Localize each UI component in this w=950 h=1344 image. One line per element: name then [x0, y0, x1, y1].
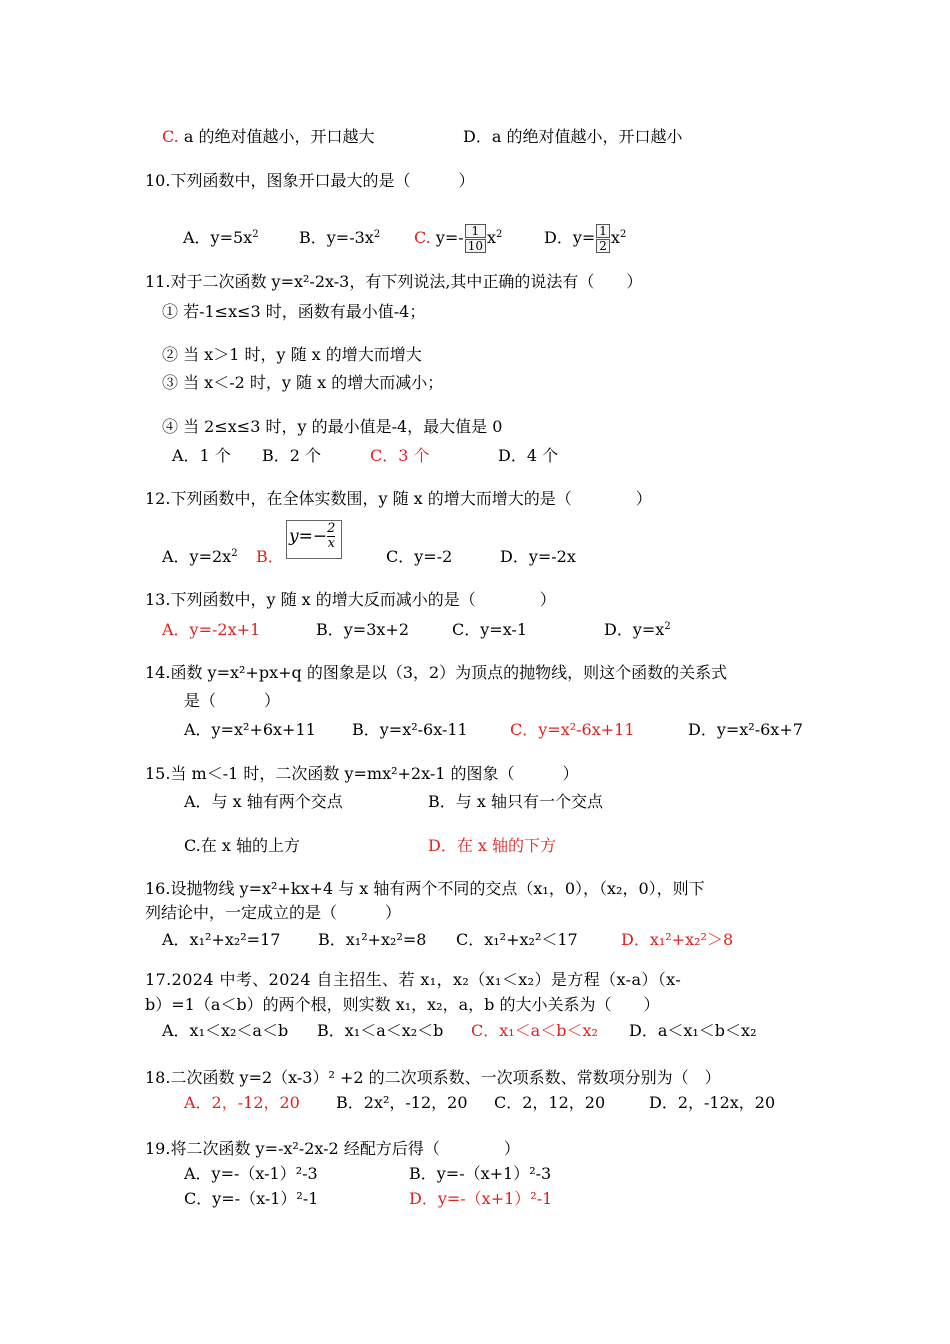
q16-option-d: D．x₁²+x₂²＞8 [621, 930, 734, 949]
q14-stem: 14.函数 y=x²+px+q 的图象是以（3，2）为顶点的抛物线，则这个函数的关系式 [145, 663, 728, 682]
q19-option-a: A．y=-（x-1）²-3 [184, 1164, 318, 1183]
q11-option-b: B．2 个 [262, 446, 322, 465]
q10-option-d: D．y= $\frac{1}{2}$ $x^2$ [544, 224, 627, 253]
q12-option-b-label: B． [256, 547, 284, 566]
q16-stem: 16.设抛物线 y=x²+kx+4 与 x 轴有两个不同的交点（x₁，0），（x₂，0），则下 [145, 879, 705, 898]
q11-option-a: A．1 个 [172, 446, 231, 465]
q16-stem-cont: 列结论中，一定成立的是（ ） [145, 903, 402, 922]
q14-option-c: C．y=x²-6x+11 [510, 720, 635, 739]
q14-stem-cont: 是（ ） [184, 691, 281, 710]
q12-option-a: A．$y=2x^2$ [162, 547, 238, 566]
q18-option-b: B．2x²，-12，20 [336, 1093, 468, 1112]
q11-stem: 11.对于二次函数 y=x²-2x-3，有下列说法,其中正确的说法有（ ） [145, 272, 643, 291]
q19-option-d: D．y=-（x+1）²-1 [409, 1189, 553, 1208]
q11-statement-3: ③ 当 x＜-2 时，y 随 x 的增大而减小； [162, 373, 444, 392]
q10-option-a: A．$y=5x^2$ [183, 228, 259, 247]
q15-option-d: D．在 x 轴的下方 [428, 836, 557, 855]
q12-option-c: C．y=-2 [386, 547, 453, 566]
q19-option-b: B．y=-（x+1）²-3 [409, 1164, 552, 1183]
q14-option-a: A．y=x²+6x+11 [184, 720, 316, 739]
q16-option-b: B．x₁²+x₂²=8 [318, 930, 427, 949]
q10-option-c: C. y=- $\frac{1}{10}$ $x^2$ [414, 224, 503, 253]
q13-option-d: D．$y=x^2$ [604, 620, 671, 639]
q17-stem-cont: b）=1（a＜b）的两个根，则实数 x₁，x₂，a，b 的大小关系为（ ） [145, 995, 660, 1014]
q10-stem: 10.下列函数中，图象开口最大的是（ ） [145, 171, 475, 190]
q14-option-d: D．y=x²-6x+7 [688, 720, 803, 739]
q10-option-d-fraction: $\frac{1}{2}$ [596, 223, 610, 254]
q9-option-d: D．a 的绝对值越小，开口越小 [463, 127, 683, 146]
q11-statement-4: ④ 当 2≤x≤3 时，y 的最小值是-4，最大值是 0 [162, 417, 503, 436]
q19-option-c: C．y=-（x-1）²-1 [184, 1189, 319, 1208]
q17-stem: 17.2024 中考、2024 自主招生、若 x₁，x₂（x₁＜x₂）是方程（x-a）（x- [145, 970, 682, 989]
q18-option-c: C．2，12，20 [494, 1093, 606, 1112]
q13-option-a: A．y=-2x+1 [162, 620, 261, 639]
q11-option-d: D．4 个 [498, 446, 559, 465]
q12-option-d: D．y=-2x [500, 547, 576, 566]
q15-option-c: C.在 x 轴的上方 [184, 836, 300, 855]
q11-statement-1: ① 若-1≤x≤3 时，函数有最小值-4； [162, 302, 426, 321]
q17-option-c: C．x₁＜a＜b＜x₂ [471, 1021, 598, 1040]
q18-stem: 18.二次函数 y=2（x-3）² +2 的二次项系数、一次项系数、常数项分别为（ ） [145, 1068, 721, 1087]
q17-option-a: A．x₁＜x₂＜a＜b [162, 1021, 289, 1040]
q16-option-a: A．x₁²+x₂²=17 [162, 930, 281, 949]
q10-option-b: B．$y=-3x^2$ [299, 228, 381, 247]
q13-option-c: C．y=x-1 [452, 620, 528, 639]
q12-option-b-formula: y=− $\frac{2}{x}$ [286, 520, 342, 559]
q12-stem: 12.下列函数中，在全体实数围，y 随 x 的增大而增大的是（ ） [145, 489, 652, 508]
q17-option-b: B．x₁＜a＜x₂＜b [317, 1021, 444, 1040]
q11-option-c: C．3 个 [370, 446, 430, 465]
q16-option-c: C．x₁²+x₂²＜17 [456, 930, 578, 949]
q15-option-b: B．与 x 轴只有一个交点 [428, 792, 603, 811]
q11-statement-2: ② 当 x＞1 时，y 随 x 的增大而增大 [162, 345, 422, 364]
q13-option-b: B．y=3x+2 [316, 620, 409, 639]
q18-option-a: A．2，-12，20 [184, 1093, 300, 1112]
q10-option-c-fraction: $\frac{1}{10}$ [465, 223, 486, 254]
q19-stem: 19.将二次函数 y=-x²-2x-2 经配方后得（ ） [145, 1139, 520, 1158]
q13-stem: 13.下列函数中，y 随 x 的增大反而减小的是（ ） [145, 590, 556, 609]
q14-option-b: B．y=x²-6x-11 [352, 720, 468, 739]
q15-option-a: A．与 x 轴有两个交点 [184, 792, 343, 811]
q18-option-d: D．2，-12x，20 [649, 1093, 776, 1112]
q17-option-d: D．a＜x₁＜b＜x₂ [629, 1021, 757, 1040]
q9-option-c: C. a 的绝对值越小，开口越大 [162, 127, 375, 146]
q15-stem: 15.当 m＜-1 时，二次函数 y=mx²+2x-1 的图象（ ） [145, 764, 579, 783]
